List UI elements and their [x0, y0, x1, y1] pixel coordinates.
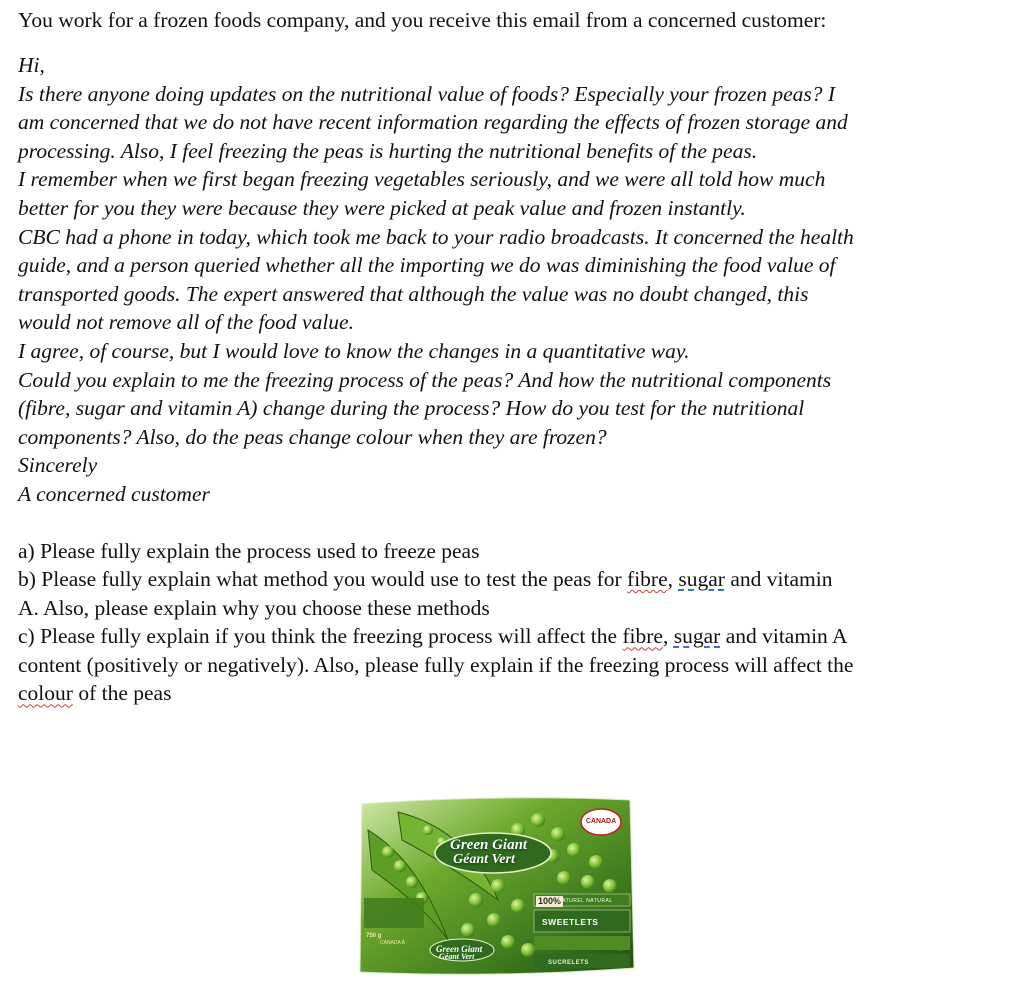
frozen-peas-package-image [358, 790, 636, 980]
question-list [18, 537, 1008, 709]
question-b [18, 565, 1008, 594]
canada-flag-badge [580, 810, 622, 836]
question-c-tail: of the peas [72, 681, 172, 706]
grammar-word-sugar: sugar [678, 567, 725, 592]
small-brand-en: Green Giant [436, 944, 483, 954]
document [18, 6, 1008, 708]
question-c [18, 622, 1008, 651]
email-line: Hi, [18, 53, 45, 77]
natural-label: NATUREL NATURAL [558, 898, 613, 904]
email-line: components? Also, do the peas change colour when they are frozen? [18, 424, 607, 449]
comma: , [662, 624, 674, 649]
intro-text: You work for a frozen foods company, and you receive this email from a concerned customer: [18, 8, 827, 32]
brand-name-en: Green Giant [450, 837, 528, 853]
email-line: am concerned that we do not have recent information regarding the effects of frozen storage and [18, 110, 848, 135]
email-line: CBC had a phone in today, which took me back to your radio broadcasts. It concerned the health [18, 224, 854, 249]
email-line: (fibre, sugar and vitamin A) change during the process? How do you test for the nutritional [18, 396, 805, 421]
email-line: transported goods. The expert answered that although the value was no doubt changed, this [18, 281, 809, 306]
comma: , [667, 567, 679, 592]
question-a: a) Please fully explain the process used to freeze peas [18, 538, 480, 563]
spellcheck-word-fibre: fibre [622, 624, 663, 649]
email-line: better for you they were because they were picked at peak value and frozen instantly. [18, 195, 746, 220]
weight-label: 750 g [366, 933, 382, 939]
sucrelets-label: SUCRELETS [548, 960, 589, 966]
question-c-line3 [18, 679, 1008, 708]
sweetlets-label: SWEETLETS [542, 917, 599, 927]
email-line: guide, and a person queried whether all the importing we do was diminishing the food value of [18, 253, 836, 278]
canada-label: CANADA [585, 818, 617, 825]
email-line: Is there anyone doing updates on the nutritional value of foods? Especially your frozen peas? I [18, 81, 836, 106]
question-c-line2: content (positively or negatively). Also, please fully explain if the freezing process will affect the [18, 652, 854, 677]
canada-grade-label: CANADA A [380, 940, 406, 946]
email-signoff: Sincerely [18, 453, 98, 478]
spellcheck-word-fibre: fibre [627, 567, 668, 592]
question-b-line2: A. Also, please explain why you choose these methods [18, 595, 490, 620]
brand-name-fr: Géant Vert [453, 852, 515, 867]
email-line: I remember when we first began freezing vegetables seriously, and we were all told how much [18, 167, 826, 192]
email-line: Could you explain to me the freezing process of the peas? And how the nutritional components [18, 367, 832, 392]
email-line: I agree, of course, but I would love to know the changes in a quantitative way. [18, 338, 690, 363]
email-line: would not remove all of the food value. [18, 310, 354, 335]
question-b-end: and vitamin [724, 567, 833, 592]
spellcheck-word-colour: colour [18, 681, 73, 706]
small-brand-fr: Géant Vert [439, 952, 475, 961]
question-b-text: b) Please fully explain what method you would use to test the peas for [18, 567, 628, 592]
question-c-text: c) Please fully explain if you think the freezing process will affect the [18, 624, 623, 649]
spacer [18, 509, 1008, 537]
question-c-end: and vitamin A [720, 624, 848, 649]
customer-email [18, 51, 1008, 509]
email-line: processing. Also, I feel freezing the peas is hurting the nutritional benefits of the peas. [18, 138, 758, 163]
email-signature: A concerned customer [18, 481, 210, 506]
percent-badge: 100% [538, 896, 562, 906]
grammar-word-sugar: sugar [673, 624, 721, 649]
